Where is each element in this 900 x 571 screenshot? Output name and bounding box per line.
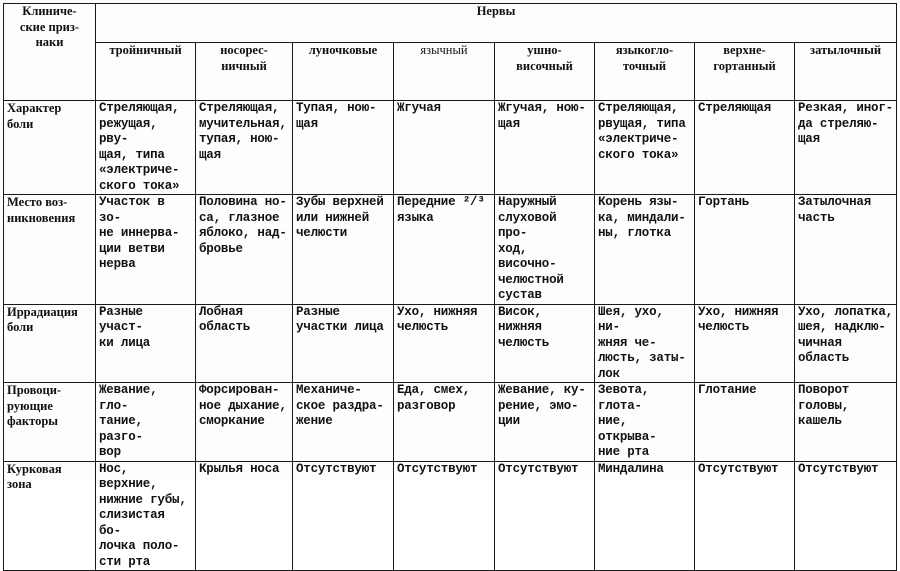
- table-cell: Резкая, иног- да стреляю- щая: [795, 101, 897, 195]
- table-cell: Отсутствуют: [293, 461, 394, 571]
- table-cell: Механиче- ское раздра- жение: [293, 383, 394, 462]
- nerve-header: ушно- височный: [495, 43, 595, 101]
- table-row: [4, 383, 897, 462]
- header-row-group: [4, 4, 897, 43]
- table-cell: Разные участ- ки лица: [96, 304, 196, 383]
- table-cell: Стреляющая, мучительная, тупая, ною- щая: [196, 101, 293, 195]
- table-cell: Форсирован- ное дыхание, сморкание: [196, 383, 293, 462]
- nerve-header: верхне- гортанный: [695, 43, 795, 101]
- table-cell: Половина но- са, глазное яблоко, над- бровье: [196, 195, 293, 305]
- nerve-header: луночковые: [293, 43, 394, 101]
- row-header: Характер боли: [4, 101, 96, 195]
- table-cell: Нос, верхние, нижние губы, слизистая бо- лочка поло- сти рта: [96, 461, 196, 571]
- row-header: Иррадиация боли: [4, 304, 96, 383]
- nerves-table: [3, 3, 897, 571]
- table-cell: Отсутствуют: [795, 461, 897, 571]
- table-cell: Участок в зо- не иннерва- ции ветви нерва: [96, 195, 196, 305]
- table-cell: Тупая, ною- щая: [293, 101, 394, 195]
- table-cell: Отсутствуют: [695, 461, 795, 571]
- table-row: [4, 304, 897, 383]
- table-cell: Отсутствуют: [394, 461, 495, 571]
- table-cell: Разные участки лица: [293, 304, 394, 383]
- table-cell: Стреляющая, рвущая, типа «электриче- ского тока»: [595, 101, 695, 195]
- row-header: Место воз- никновения: [4, 195, 96, 305]
- nerve-header: языкогло- точный: [595, 43, 695, 101]
- table-cell: Жгучая, ною- щая: [495, 101, 595, 195]
- nerve-header: затылочный: [795, 43, 897, 101]
- table-cell: Жевание, гло- тание, разго- вор: [96, 383, 196, 462]
- table-cell: Корень язы- ка, миндали- ны, глотка: [595, 195, 695, 305]
- table-cell: Висок, нижняя челюсть: [495, 304, 595, 383]
- table-cell: Отсутствуют: [495, 461, 595, 571]
- table-cell: Ухо, нижняя челюсть: [394, 304, 495, 383]
- table-cell: Наружный слуховой про- ход, височно- челюстной сустав: [495, 195, 595, 305]
- table-cell: Зубы верхней или нижней челюсти: [293, 195, 394, 305]
- table-cell: Крылья носа: [196, 461, 293, 571]
- table-cell: Еда, смех, разговор: [394, 383, 495, 462]
- group-header: Нервы: [96, 4, 897, 43]
- row-header: Курковая зона: [4, 461, 96, 571]
- table-row: [4, 461, 897, 571]
- corner-header: Клиниче- ские приз- наки: [4, 4, 96, 101]
- table-cell: Жевание, ку- рение, эмо- ции: [495, 383, 595, 462]
- table-cell: Шея, ухо, ни- жняя че- люсть, заты- лок: [595, 304, 695, 383]
- nerve-header: тройничный: [96, 43, 196, 101]
- table-cell: Миндалина: [595, 461, 695, 571]
- header-row-nerves: [4, 43, 897, 101]
- table-cell: Затылочная часть: [795, 195, 897, 305]
- table-cell: Ухо, лопатка, шея, надклю- чичная область: [795, 304, 897, 383]
- row-header: Провоци- рующие факторы: [4, 383, 96, 462]
- table-row: [4, 195, 897, 305]
- table-cell: Стреляющая: [695, 101, 795, 195]
- table-cell: Зевота, глота- ние, открыва- ние рта: [595, 383, 695, 462]
- table-cell: Лобная область: [196, 304, 293, 383]
- table-cell: Жгучая: [394, 101, 495, 195]
- table-cell: Поворот головы, кашель: [795, 383, 897, 462]
- nerve-header: язычный: [394, 43, 495, 101]
- table-row: [4, 101, 897, 195]
- table-cell: Передние ²/³ языка: [394, 195, 495, 305]
- table-cell: Стреляющая, режущая, рву- щая, типа «электриче- ского тока»: [96, 101, 196, 195]
- table-cell: Глотание: [695, 383, 795, 462]
- nerve-header: носорес- ничный: [196, 43, 293, 101]
- table-cell: Гортань: [695, 195, 795, 305]
- table-cell: Ухо, нижняя челюсть: [695, 304, 795, 383]
